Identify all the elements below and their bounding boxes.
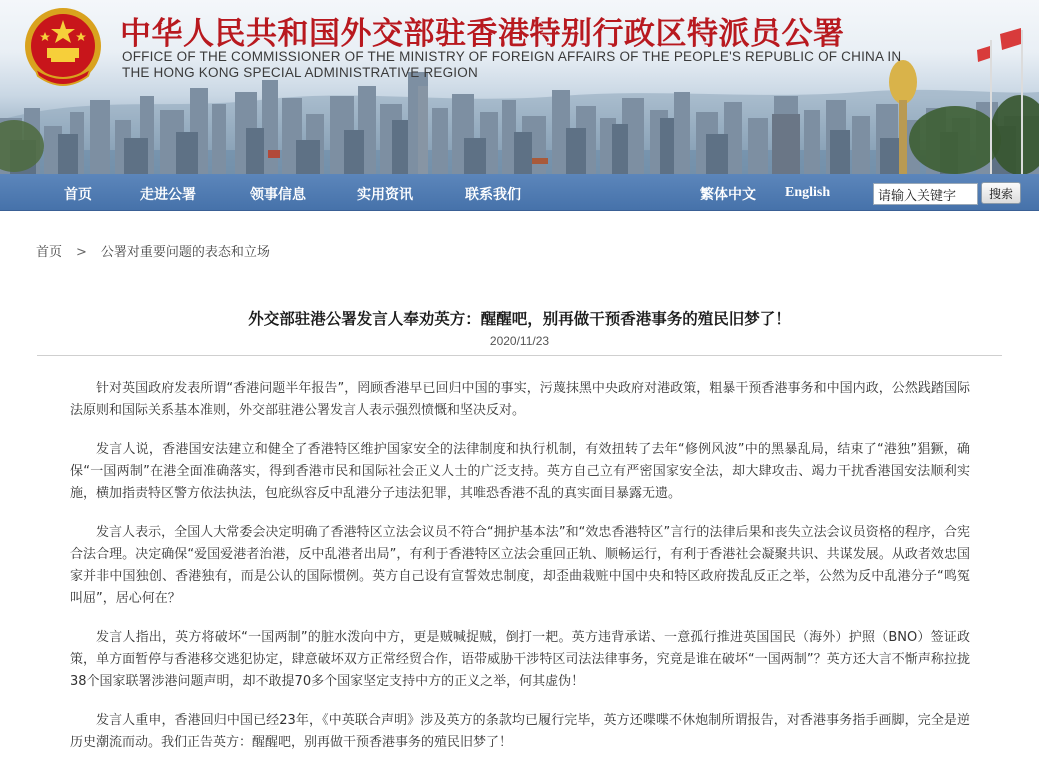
nav-item-home[interactable]: 首页 (64, 187, 92, 203)
nav-item-contact[interactable]: 联系我们 (465, 187, 521, 203)
breadcrumb-home[interactable]: 首页 (36, 245, 63, 260)
national-emblem-icon (20, 2, 106, 94)
site-title-chinese: 中华人民共和国外交部驻香港特别行政区特派员公署 (120, 16, 845, 52)
divider (37, 355, 1002, 356)
header-banner (0, 0, 1039, 174)
article-paragraph: 发言人重申，香港回归中国已经23年，《中英联合声明》涉及英方的条款均已履行完毕，英方还喋喋不休炮制所谓报告，对香港事务指手画脚，完全是逆历史潮流而动。我们正告英方：醒醒吧，别再做干预香港事务的殖民旧梦了！ (70, 713, 970, 750)
breadcrumb-separator: > (76, 245, 87, 260)
breadcrumb (36, 241, 270, 260)
article-paragraph: 发言人说，香港国安法建立和健全了香港特区维护国家安全的法律制度和执行机制，有效扭转了去年“修例风波”中的黑暴乱局，结束了“港独”猖獗，确保“一国两制”在港全面准确落实，得到香港市民和国际社会正义人士的广泛支持。英方自己立有严密国家安全法，却大肆攻击、竭力干扰香港国安法顺利实施，横加指责特区警方依法执法，包庇纵容反中乱港分子违法犯罪，其唯恐香港不乱的真实面目暴露无遗。 (70, 442, 970, 501)
search-input[interactable] (873, 183, 978, 205)
nav-item-english[interactable]: English (785, 185, 831, 200)
site-title-english (122, 49, 901, 81)
article-date: 2020/11/23 (489, 334, 550, 348)
search-button[interactable]: 搜索 (981, 182, 1021, 204)
article-paragraph: 针对英国政府发表所谓“香港问题半年报告”，罔顾香港早已回归中国的事实，污蔑抹黑中央政府对港政策，粗暴干预香港事务和中国内政，公然践踏国际法原则和国际关系基本准则，外交部驻港公署发言人表示强烈愤慨和坚决反对。 (70, 381, 970, 418)
article-paragraph: 发言人指出，英方将破坏“一国两制”的脏水泼向中方，更是贼喊捉贼，倒打一耙。英方违背承诺、一意孤行推进英国国民（海外）护照（BNO）签证政策，单方面暂停与香港移交逃犯协定，肆意破坏双方正常经贸合作，语带威胁干涉特区司法法律事务，究竟是谁在破坏“一国两制”？英方还大言不惭声称拉拢38个国家联署涉港问题声明，却不敢提70多个国家坚定支持中方的正义之举，何其虚伪！ (70, 630, 970, 689)
nav-item-info[interactable]: 实用资讯 (357, 187, 413, 203)
breadcrumb-current[interactable]: 公署对重要问题的表态和立场 (100, 245, 270, 260)
article-paragraph: 发言人表示，全国人大常委会决定明确了香港特区立法会议员不符合“拥护基本法”和“效忠香港特区”言行的法律后果和丧失立法会议员资格的程序，合宪合法合理。决定确保“爱国爱港者治港，反中乱港者出局”，有利于香港特区立法会重回正轨、顺畅运行，有利于香港社会凝聚共识、共谋发展。从政者效忠国家并非中国独创、香港独有，而是公认的国际惯例。英方自己设有宣誓效忠制度，却歪曲栽赃中国中央和特区政府拨乱反正之举，公然为反中乱港分子“鸣冤叫屈”，居心何在？ (70, 525, 970, 606)
article-title: 外交部驻港公署发言人奉劝英方：醒醒吧，别再做干预香港事务的殖民旧梦了！ (248, 310, 791, 328)
site-title-english-line1: OFFICE OF THE COMMISSIONER OF THE MINISTRY OF FOREIGN AFFAIRS OF THE PEOPLE'S REPUBLIC OF CHINA IN (122, 49, 902, 64)
site-title-english-line2: THE HONG KONG SPECIAL ADMINISTRATIVE REGION (122, 65, 478, 80)
nav-item-traditional-chinese[interactable]: 繁体中文 (700, 187, 756, 203)
article-body (70, 378, 970, 771)
nav-item-consular[interactable]: 领事信息 (250, 187, 306, 203)
nav-item-about[interactable]: 走进公署 (140, 187, 196, 203)
